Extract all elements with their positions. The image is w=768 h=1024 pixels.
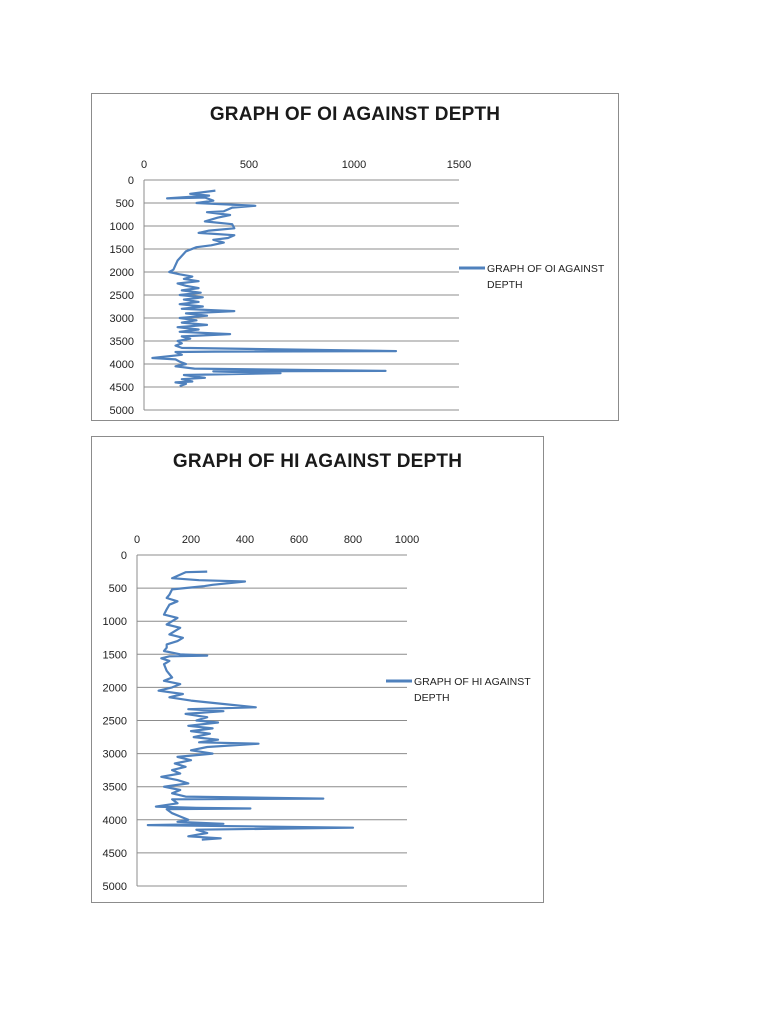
y-tick-label: 1500 (102, 649, 127, 662)
y-tick-label: 1000 (102, 616, 127, 629)
y-tick-label: 5000 (109, 405, 134, 417)
y-tick-label: 3500 (109, 336, 134, 348)
chart-title: GRAPH OF OI AGAINST DEPTH (209, 104, 501, 125)
chart-title: GRAPH OF HI AGAINST DEPTH (172, 451, 463, 472)
x-tick-label: 1000 (341, 159, 367, 171)
y-tick-label: 4500 (109, 382, 134, 394)
x-tick-label: 0 (133, 534, 141, 546)
y-tick-label: 0 (127, 175, 134, 187)
y-tick-label: 0 (120, 550, 127, 562)
y-tick-label: 1000 (109, 221, 134, 233)
x-tick-label: 600 (289, 534, 309, 546)
x-tick-label: 1500 (446, 159, 472, 171)
x-tick-label: 500 (239, 159, 259, 171)
y-tick-label: 4500 (102, 847, 127, 860)
legend-label: GRAPH OF HI AGAINST DEPTH (414, 676, 531, 704)
x-tick-label: 800 (343, 534, 363, 546)
legend-label: GRAPH OF OI AGAINST DEPTH (487, 263, 605, 291)
y-tick-label: 3000 (102, 748, 127, 761)
y-tick-label: 2500 (102, 715, 127, 728)
y-tick-label: 2000 (102, 682, 127, 695)
y-tick-label: 3000 (109, 313, 134, 325)
y-tick-label: 500 (108, 583, 127, 596)
hi-chart-panel (91, 436, 544, 903)
y-tick-label: 3500 (102, 781, 127, 794)
y-tick-label: 5000 (102, 881, 127, 893)
hi-chart (92, 437, 543, 902)
y-tick-label: 2500 (109, 290, 134, 302)
y-tick-label: 4000 (102, 814, 127, 827)
x-tick-label: 400 (235, 534, 255, 546)
y-tick-label: 2000 (109, 267, 134, 279)
y-tick-label: 4000 (109, 359, 134, 371)
series-line (148, 572, 353, 840)
oi-chart-panel (91, 93, 619, 421)
y-tick-label: 1500 (109, 244, 134, 256)
oi-chart (92, 94, 618, 420)
x-tick-label: 0 (140, 159, 148, 171)
x-tick-label: 200 (181, 534, 201, 546)
y-tick-label: 500 (115, 198, 134, 210)
x-tick-label: 1000 (394, 534, 420, 546)
series-line (152, 191, 396, 387)
